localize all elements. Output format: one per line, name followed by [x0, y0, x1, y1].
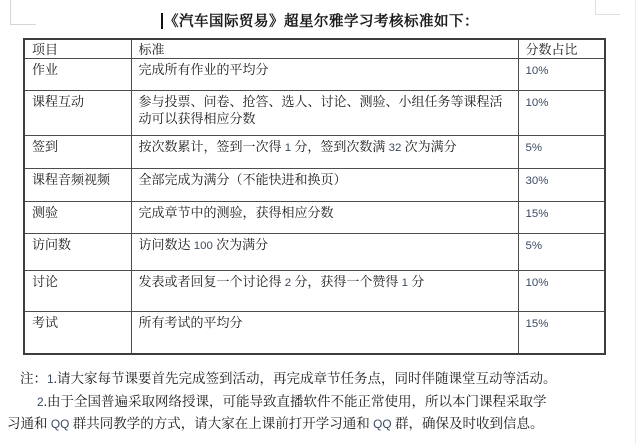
header-item: 项目 [24, 39, 131, 59]
item-cell: 访问数 [24, 234, 131, 271]
weight-cell: 5% [518, 136, 605, 169]
table-row [24, 312, 605, 354]
standard-cell: 访问数达 100 次为满分 [131, 234, 518, 271]
standard-cell: 参与投票、问卷、抢答、选人、讨论、测验、小组任务等课程活动可以获得相应分数 [131, 91, 518, 136]
weight-cell: 10% [518, 59, 605, 91]
table-row [24, 202, 605, 234]
standard-cell: 所有考试的平均分 [131, 312, 518, 354]
weight-cell: 5% [518, 234, 605, 271]
standard-cell: 按次数累计，签到一次得 1 分，签到次数满 32 次为满分 [131, 136, 518, 169]
item-cell: 测验 [24, 202, 131, 234]
weight-cell: 15% [518, 202, 605, 234]
table-row [24, 91, 605, 136]
note-line: 注：1.请大家每节课要首先完成签到活动，再完成章节任务点，同时伴随课堂互动等活动。 [20, 371, 557, 386]
standard-cell: 发表或者回复一个讨论得 2 分，获得一个赞得 1 分 [131, 271, 518, 312]
weight-cell: 30% [518, 169, 605, 202]
weight-cell: 10% [518, 91, 605, 136]
item-cell: 课程音频视频 [24, 169, 131, 202]
note-line: 2.由于全国普遍采取网络授课，可能导致直播软件不能正常使用，所以本门课程采取学 [37, 393, 547, 409]
note-line: 习通和 QQ 群共同教学的方式，请大家在上课前打开学习通和 QQ 群，确保及时收到信息。 [7, 416, 544, 431]
header-weight: 分数占比 [518, 39, 605, 59]
item-cell: 讨论 [24, 271, 131, 312]
standard-cell: 完成所有作业的平均分 [131, 59, 518, 91]
table-row [24, 169, 605, 202]
weight-cell: 15% [518, 312, 605, 354]
document-title-line [0, 12, 640, 32]
standard-cell: 完成章节中的测验，获得相应分数 [131, 202, 518, 234]
table-row [24, 59, 605, 91]
page-title: 《汽车国际贸易》超星尔雅学习考核标准如下： [164, 14, 479, 30]
table-row [24, 234, 605, 271]
item-cell: 作业 [24, 59, 131, 91]
table-row [24, 271, 605, 312]
table-header-row [24, 39, 605, 59]
weight-cell: 10% [518, 271, 605, 312]
table-row [24, 136, 605, 169]
text-cursor-caret [161, 13, 163, 29]
header-standard: 标准 [131, 39, 518, 59]
standard-cell: 全部完成为满分（不能快进和换页） [131, 169, 518, 202]
footnotes [0, 368, 636, 436]
assessment-table [23, 38, 606, 355]
item-cell: 课程互动 [24, 91, 131, 136]
item-cell: 签到 [24, 136, 131, 169]
item-cell: 考试 [24, 312, 131, 354]
